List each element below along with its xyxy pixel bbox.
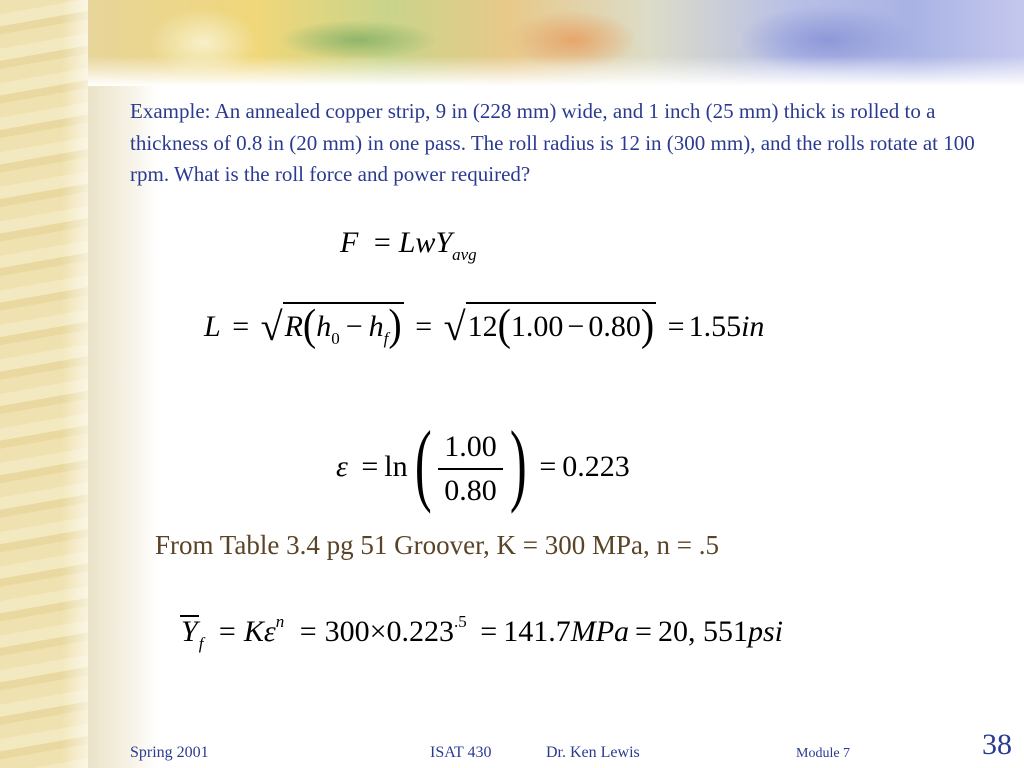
value-300: 300 [324,615,370,648]
numerator: 1.00 [438,426,503,470]
equals-sign: = [635,615,652,648]
var-h: h [368,310,384,343]
leaf-decoration [738,5,918,75]
equals-sign: = [373,226,391,259]
equals-sign: = [539,450,557,483]
paren-close: ) [509,412,527,514]
equals-sign: = [299,615,317,648]
problem-statement: Example: An annealed copper strip, 9 in (228 mm) wide, and 1 inch (25 mm) thick is rolled to a thickness of 0.8 in (20 mm) in one pass. The roll radius is 12 in (300 mm), and the rolls rotate at 100 rpm. What is the roll force and power required? [130,99,975,186]
unit-psi: psi [747,615,783,648]
value-12: 12 [467,310,498,343]
ln-function: ln [384,450,408,483]
leaf-decoration [508,10,638,70]
footer-instructor: Dr. Ken Lewis [546,744,640,761]
exponent: .5 [454,612,467,631]
footer-module: Module 7 [796,746,851,761]
value-1.00: 1.00 [510,310,564,343]
var-h: h [316,310,332,343]
decorative-top-banner [88,0,1024,86]
value-mpa: 141.7 [503,615,571,648]
footer-term: Spring 2001 [130,744,209,761]
leaf-decoration [278,20,438,60]
value-0.223: 0.223 [386,615,455,648]
var-K: K [243,615,264,648]
paren-open: ( [414,412,432,514]
contact-length-equation [204,299,765,358]
subscript-0: 0 [331,329,340,348]
flow-stress-equation [180,612,783,654]
value-psi: 20, 551 [657,615,748,648]
value-0.80: 0.80 [588,310,641,343]
minus-sign: − [567,310,585,343]
equals-sign: = [361,450,379,483]
superscript-n: n [275,612,285,631]
var-R: R [284,310,303,343]
sqrt-icon: √ [260,304,283,349]
var-L: L [204,310,221,343]
footer-course: ISAT 430 [430,744,492,761]
page-number: 38 [982,728,1012,761]
leaf-decoration [148,8,258,78]
equals-sign: = [480,615,498,648]
var-epsilon: ε [336,450,348,483]
subscript-f: f [383,329,389,348]
subscript-f: f [198,634,204,653]
paren-close: ) [640,299,655,350]
minus-sign: − [345,310,363,343]
table-reference-text: From Table 3.4 pg 51 Groover, K = 300 MPa, n = .5 [155,530,719,560]
sqrt-radicand [283,299,404,358]
paren-close: ) [388,299,402,350]
force-equation [340,226,477,265]
unit-in: in [741,310,765,343]
decorative-left-band [0,0,88,768]
result-value: 0.223 [562,450,630,483]
equals-sign: = [232,310,250,343]
equals-sign: = [218,615,236,648]
sqrt-icon: √ [443,304,466,349]
var-LwY: LwY [398,226,453,259]
paren-open: ( [497,299,511,350]
subscript-avg: avg [452,245,477,264]
result-value: 1.55 [688,310,742,343]
var-epsilon: ε [263,615,276,648]
strain-equation [336,410,630,516]
times-sign: × [369,615,387,648]
unit-mpa: MPa [570,615,630,648]
sqrt-radicand [466,299,657,350]
var-Y-bar: Y [181,615,198,648]
paren-open: ( [302,299,317,350]
denominator: 0.80 [444,474,497,508]
fraction [438,426,503,512]
var-F: F [340,226,359,259]
equals-sign: = [415,310,433,343]
equals-sign: = [667,310,685,343]
